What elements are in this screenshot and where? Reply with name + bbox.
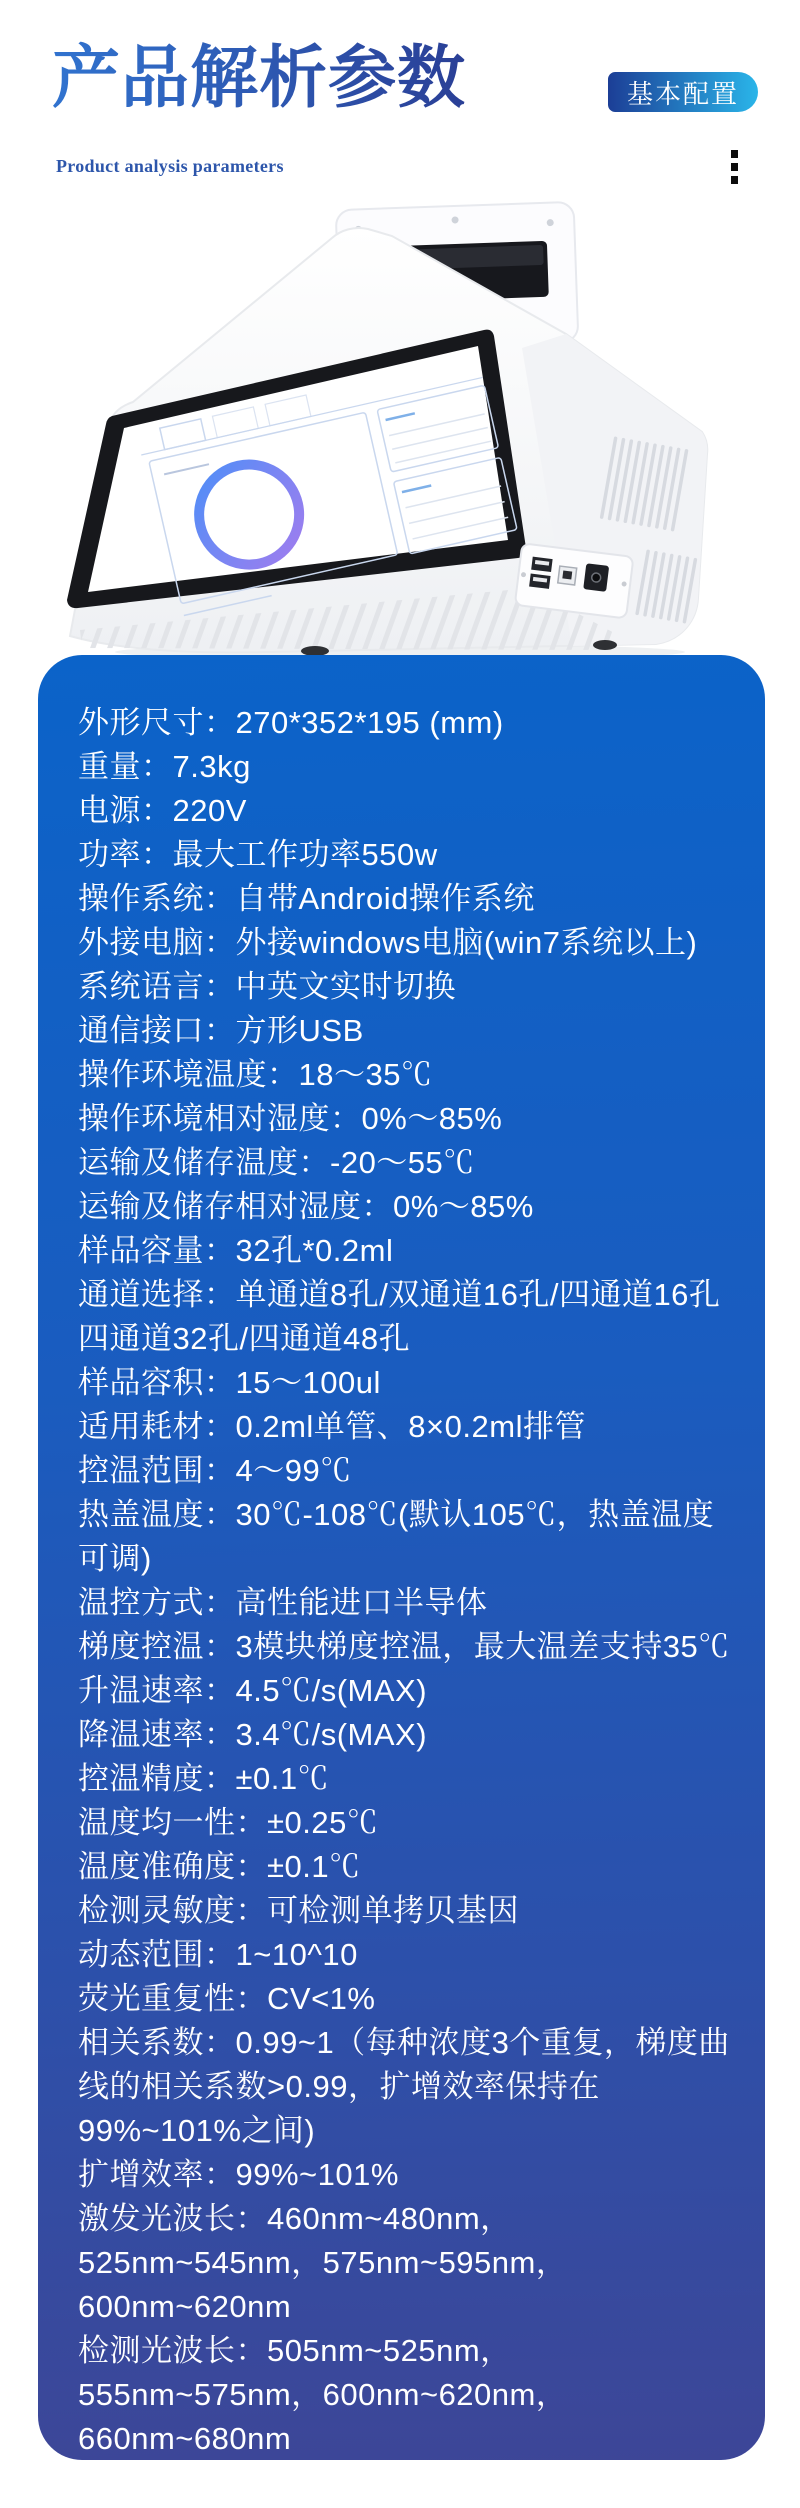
spec-row bbox=[78, 1977, 731, 2021]
spec-row bbox=[78, 1361, 731, 1405]
spec-row bbox=[78, 1757, 731, 1801]
spec-label: 运输及储存相对湿度： bbox=[78, 1189, 393, 1224]
spec-label: 升温速率： bbox=[78, 1673, 236, 1708]
spec-value: 1~10^10 bbox=[235, 1937, 358, 1972]
basic-config-badge: 基本配置 bbox=[608, 72, 758, 112]
spec-value: 高性能进口半导体 bbox=[235, 1585, 488, 1620]
spec-row bbox=[78, 1405, 731, 1449]
spec-value: 7.3kg bbox=[172, 749, 251, 784]
dot bbox=[731, 176, 738, 184]
spec-row bbox=[78, 833, 731, 877]
spec-row bbox=[78, 701, 731, 745]
spec-value: 99%~101% bbox=[235, 2157, 399, 2192]
spec-value: ±0.1℃ bbox=[235, 1761, 330, 1796]
spec-value: 外接windows电脑(win7系统以上) bbox=[235, 925, 698, 960]
spec-value: ±0.25℃ bbox=[267, 1805, 379, 1840]
spec-label: 外形尺寸： bbox=[78, 705, 236, 740]
spec-label: 梯度控温： bbox=[78, 1629, 236, 1664]
spec-value: 可检测单拷贝基因 bbox=[267, 1893, 519, 1928]
spec-label: 控温精度： bbox=[78, 1761, 236, 1796]
spec-value: ±0.1℃ bbox=[267, 1849, 361, 1884]
spec-value: 单通道8孔/双通道16孔/四通道16孔 四通道32孔/四通道48孔 bbox=[78, 1277, 721, 1356]
specs-panel bbox=[38, 655, 765, 2460]
spec-value: 15～100ul bbox=[235, 1365, 381, 1400]
spec-row bbox=[78, 1273, 731, 1361]
spec-label: 相关系数： bbox=[78, 2025, 236, 2060]
spec-label: 降温速率： bbox=[78, 1717, 236, 1752]
spec-row bbox=[78, 1625, 731, 1669]
spec-value: 32孔*0.2ml bbox=[235, 1233, 394, 1268]
spec-row bbox=[78, 1493, 731, 1581]
spec-label: 温度准确度： bbox=[78, 1849, 267, 1884]
spec-row bbox=[78, 1009, 731, 1053]
spec-row bbox=[78, 1185, 731, 1229]
spec-value: 460nm~480nm，525nm~545nm，575nm~595nm，600nm~620nm bbox=[78, 2201, 568, 2324]
spec-row bbox=[78, 2197, 731, 2329]
dot bbox=[731, 150, 738, 158]
spec-value: 0.99~1（每种浓度3个重复，梯度曲线的相关系数>0.99，扩增效率保持在99%~101%之间) bbox=[78, 2025, 730, 2148]
spec-value: 中英文实时切换 bbox=[235, 969, 456, 1004]
spec-label: 动态范围： bbox=[78, 1937, 236, 1972]
spec-value: 18～35℃ bbox=[298, 1057, 433, 1092]
spec-label: 系统语言： bbox=[78, 969, 236, 1004]
page-subtitle: Product analysis parameters bbox=[56, 156, 284, 176]
spec-label: 操作环境温度： bbox=[78, 1057, 299, 1092]
spec-label: 检测光波长： bbox=[78, 2333, 267, 2368]
spec-row bbox=[78, 2021, 731, 2153]
spec-value: 方形USB bbox=[235, 1013, 364, 1048]
product-photo bbox=[60, 200, 710, 670]
spec-label: 激发光波长： bbox=[78, 2201, 267, 2236]
spec-label: 样品容量： bbox=[78, 1233, 236, 1268]
spec-list bbox=[78, 701, 731, 2461]
spec-row bbox=[78, 1449, 731, 1493]
spec-row bbox=[78, 1889, 731, 1933]
spec-row bbox=[78, 789, 731, 833]
dot bbox=[731, 163, 738, 171]
spec-label: 外接电脑： bbox=[78, 925, 236, 960]
spec-value: 0%～85% bbox=[361, 1101, 503, 1136]
foot bbox=[593, 640, 617, 650]
spec-row bbox=[78, 1933, 731, 1977]
spec-row bbox=[78, 2153, 731, 2197]
spec-value: 0%～85% bbox=[393, 1189, 534, 1224]
spec-row bbox=[78, 1141, 731, 1185]
spec-label: 电源： bbox=[78, 793, 173, 828]
spec-label: 通信接口： bbox=[78, 1013, 236, 1048]
spec-label: 样品容积： bbox=[78, 1365, 236, 1400]
spec-value: CV<1% bbox=[267, 1981, 376, 2016]
spec-row bbox=[78, 2329, 731, 2461]
spec-value: 505nm~525nm，555nm~575nm，600nm~620nm，660nm~680nm bbox=[78, 2333, 568, 2456]
spec-value: 3模块梯度控温，最大温差支持35℃ bbox=[235, 1629, 730, 1664]
spec-label: 温控方式： bbox=[78, 1585, 236, 1620]
spec-label: 扩增效率： bbox=[78, 2157, 236, 2192]
spec-row bbox=[78, 877, 731, 921]
spec-value: 3.4℃/s(MAX) bbox=[235, 1717, 428, 1752]
spec-label: 荧光重复性： bbox=[78, 1981, 267, 2016]
spec-row bbox=[78, 1713, 731, 1757]
spec-value: 0.2ml单管、8×0.2ml排管 bbox=[235, 1409, 586, 1444]
spec-row bbox=[78, 965, 731, 1009]
spec-label: 重量： bbox=[78, 749, 173, 784]
page-title: 产品解析参数 bbox=[52, 34, 466, 122]
spec-value: 自带Android操作系统 bbox=[235, 881, 535, 916]
spec-value: 4～99℃ bbox=[235, 1453, 352, 1488]
spec-row bbox=[78, 1053, 731, 1097]
spec-value: 4.5℃/s(MAX) bbox=[235, 1673, 428, 1708]
spec-row bbox=[78, 1581, 731, 1625]
spec-value: -20～55℃ bbox=[330, 1145, 475, 1180]
spec-label: 通道选择： bbox=[78, 1277, 236, 1312]
spec-label: 检测灵敏度： bbox=[78, 1893, 267, 1928]
spec-row bbox=[78, 1669, 731, 1713]
spec-value: 270*352*195 (mm) bbox=[235, 705, 504, 740]
spec-row bbox=[78, 745, 731, 789]
spec-row bbox=[78, 1229, 731, 1273]
more-vertical-icon bbox=[731, 150, 738, 184]
spec-value: 30℃-108℃(默认105℃，热盖温度可调) bbox=[78, 1497, 715, 1576]
spec-row bbox=[78, 1097, 731, 1141]
port-panel bbox=[515, 543, 634, 618]
spec-label: 操作系统： bbox=[78, 881, 236, 916]
spec-label: 适用耗材： bbox=[78, 1409, 236, 1444]
spec-row bbox=[78, 1801, 731, 1845]
spec-value: 220V bbox=[172, 793, 247, 828]
spec-label: 操作环境相对湿度： bbox=[78, 1101, 362, 1136]
spec-label: 功率： bbox=[78, 837, 173, 872]
spec-label: 控温范围： bbox=[78, 1453, 236, 1488]
spec-value: 最大工作功率550w bbox=[172, 837, 438, 872]
thermal-cycler-illustration bbox=[60, 200, 710, 670]
spec-label: 温度均一性： bbox=[78, 1805, 267, 1840]
spec-row bbox=[78, 1845, 731, 1889]
spec-label: 运输及储存温度： bbox=[78, 1145, 330, 1180]
spec-label: 热盖温度： bbox=[78, 1497, 236, 1532]
spec-row bbox=[78, 921, 731, 965]
